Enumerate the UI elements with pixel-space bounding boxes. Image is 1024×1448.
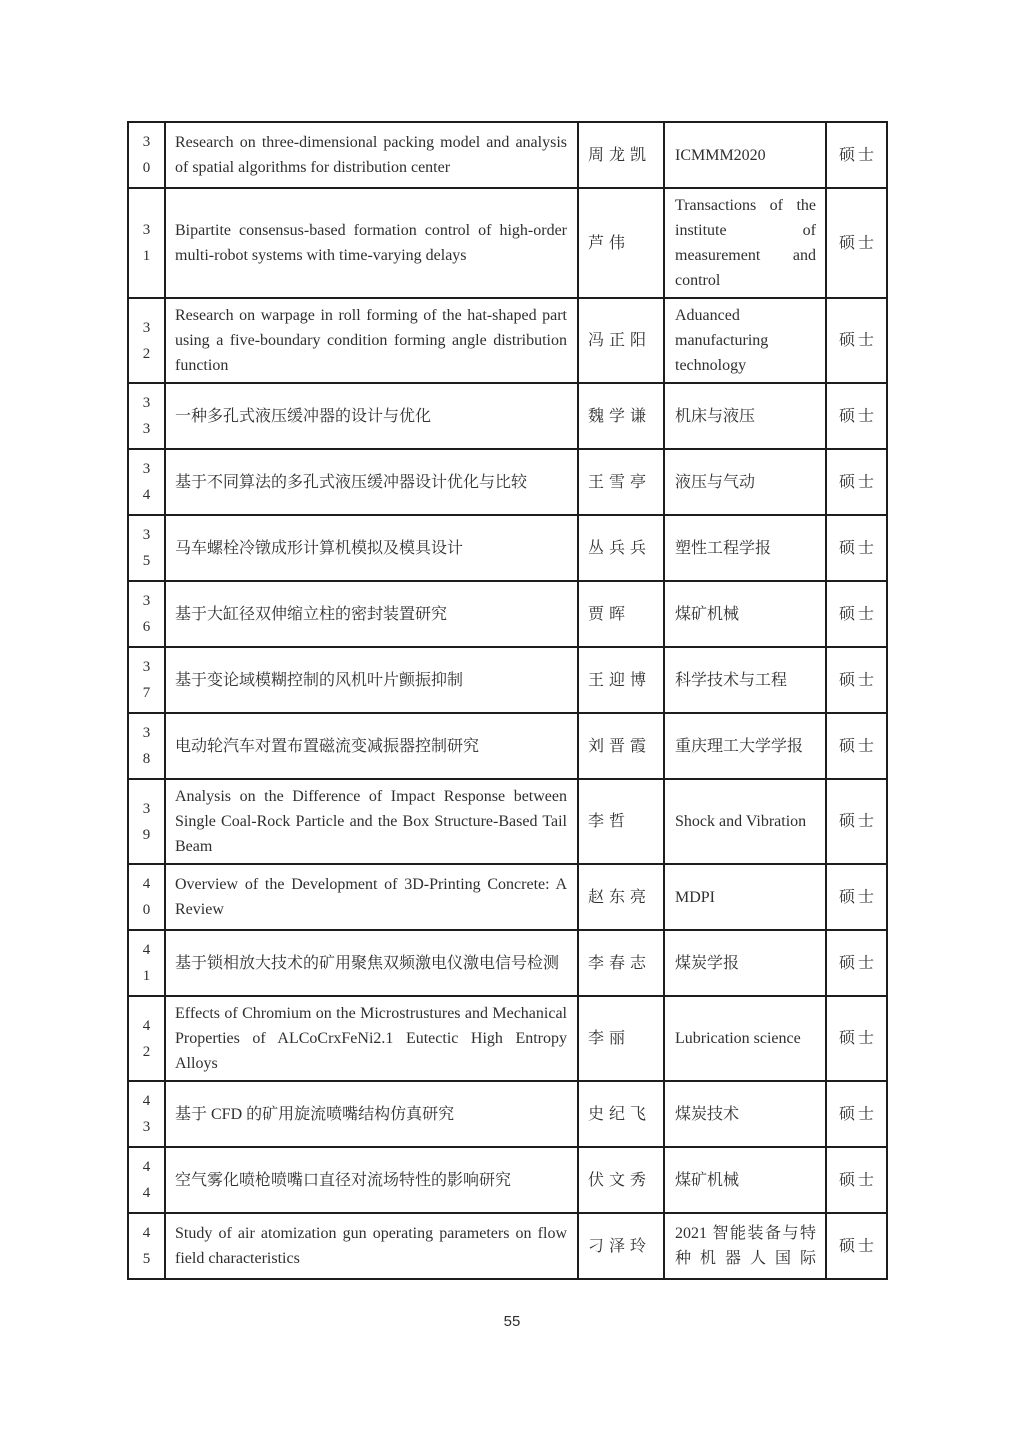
degree-cell: 硕士 [826, 996, 887, 1081]
author-cell: 李丽 [578, 996, 664, 1081]
author-cell: 芦伟 [578, 188, 664, 298]
author-cell: 冯正阳 [578, 298, 664, 383]
journal-cell: 机床与液压 [664, 383, 826, 449]
row-number: 45 [142, 1225, 151, 1267]
degree-cell: 硕士 [826, 449, 887, 515]
title-cell: 马车螺栓冷镦成形计算机模拟及模具设计 [165, 515, 578, 581]
title-cell: Research on warpage in roll forming of the hat-shaped part using a five-boundary condition forming angle distribution function [165, 298, 578, 383]
degree-cell: 硕士 [826, 581, 887, 647]
journal-cell: Shock and Vibration [664, 779, 826, 864]
title-cell: 空气雾化喷枪喷嘴口直径对流场特性的影响研究 [165, 1147, 578, 1213]
author-cell: 李哲 [578, 779, 664, 864]
author-cell: 贾晖 [578, 581, 664, 647]
journal-cell: 2021 智能装备与特种机器人国际 [664, 1213, 826, 1279]
row-number-cell [128, 647, 165, 713]
title-cell: 一种多孔式液压缓冲器的设计与优化 [165, 383, 578, 449]
degree-cell: 硕士 [826, 122, 887, 188]
author-cell: 王迎博 [578, 647, 664, 713]
row-number: 30 [142, 134, 151, 176]
journal-cell: MDPI [664, 864, 826, 930]
row-number: 41 [142, 942, 151, 984]
row-number-cell [128, 713, 165, 779]
degree-cell: 硕士 [826, 930, 887, 996]
row-number: 31 [142, 222, 151, 264]
row-number: 42 [142, 1017, 151, 1060]
degree-cell: 硕士 [826, 1147, 887, 1213]
journal-cell: Lubrication science [664, 996, 826, 1081]
degree-cell: 硕士 [826, 188, 887, 298]
title-cell: Research on three-dimensional packing model and analysis of spatial algorithms for distribution center [165, 122, 578, 188]
journal-cell: 塑性工程学报 [664, 515, 826, 581]
row-number: 39 [142, 800, 151, 843]
row-number-cell [128, 1213, 165, 1279]
degree-cell: 硕士 [826, 298, 887, 383]
table-row [128, 647, 887, 713]
table-row [128, 383, 887, 449]
table-row [128, 930, 887, 996]
table-row [128, 515, 887, 581]
degree-cell: 硕士 [826, 713, 887, 779]
author-cell: 刘晋霞 [578, 713, 664, 779]
author-cell: 刁泽玲 [578, 1213, 664, 1279]
degree-cell: 硕士 [826, 864, 887, 930]
row-number-cell [128, 1081, 165, 1147]
title-cell: Overview of the Development of 3D-Printing Concrete: A Review [165, 864, 578, 930]
table-row [128, 779, 887, 864]
table-row [128, 1081, 887, 1147]
journal-cell: 煤炭学报 [664, 930, 826, 996]
table-row [128, 996, 887, 1081]
author-cell: 赵东亮 [578, 864, 664, 930]
title-cell: Effects of Chromium on the Microstrustures and Mechanical Properties of ALCoCrxFeNi2.1 Eutectic High Entropy Alloys [165, 996, 578, 1081]
author-cell: 王雪亭 [578, 449, 664, 515]
row-number-cell [128, 449, 165, 515]
journal-cell: 重庆理工大学学报 [664, 713, 826, 779]
title-cell: 基于锁相放大技术的矿用聚焦双频激电仪激电信号检测 [165, 930, 578, 996]
journal-cell: 液压与气动 [664, 449, 826, 515]
journal-cell: Transactions of the institute of measurement and control [664, 188, 826, 298]
journal-cell: ICMMM2020 [664, 122, 826, 188]
author-cell: 伏文秀 [578, 1147, 664, 1213]
title-cell: Analysis on the Difference of Impact Response between Single Coal-Rock Particle and the Box Structure-Based Tail Beam [165, 779, 578, 864]
table-row [128, 188, 887, 298]
row-number-cell [128, 298, 165, 383]
table-row [128, 1147, 887, 1213]
row-number-cell [128, 383, 165, 449]
author-cell: 史纪飞 [578, 1081, 664, 1147]
degree-cell: 硕士 [826, 647, 887, 713]
row-number-cell [128, 996, 165, 1081]
row-number: 33 [142, 395, 151, 437]
row-number-cell [128, 779, 165, 864]
title-cell: Bipartite consensus-based formation control of high-order multi-robot systems with time-varying delays [165, 188, 578, 298]
table-row [128, 1213, 887, 1279]
row-number: 32 [142, 319, 151, 362]
degree-cell: 硕士 [826, 515, 887, 581]
row-number: 34 [142, 461, 151, 503]
journal-cell: 煤炭技术 [664, 1081, 826, 1147]
table-row [128, 581, 887, 647]
title-cell: Study of air atomization gun operating parameters on flow field characteristics [165, 1213, 578, 1279]
degree-cell: 硕士 [826, 779, 887, 864]
degree-cell: 硕士 [826, 1081, 887, 1147]
table-row [128, 298, 887, 383]
author-cell: 李春志 [578, 930, 664, 996]
journal-cell: Aduanced manufacturing technology [664, 298, 826, 383]
row-number: 37 [142, 659, 151, 701]
table-row [128, 449, 887, 515]
table-row [128, 864, 887, 930]
row-number-cell [128, 1147, 165, 1213]
journal-cell: 科学技术与工程 [664, 647, 826, 713]
author-cell: 丛兵兵 [578, 515, 664, 581]
title-cell: 基于变论域模糊控制的风机叶片颤振抑制 [165, 647, 578, 713]
title-cell: 基于大缸径双伸缩立柱的密封装置研究 [165, 581, 578, 647]
title-cell: 基于 CFD 的矿用旋流喷嘴结构仿真研究 [165, 1081, 578, 1147]
degree-cell: 硕士 [826, 1213, 887, 1279]
row-number: 40 [142, 876, 151, 918]
row-number-cell [128, 581, 165, 647]
row-number-cell [128, 930, 165, 996]
author-cell: 周龙凯 [578, 122, 664, 188]
journal-cell: 煤矿机械 [664, 581, 826, 647]
journal-cell: 煤矿机械 [664, 1147, 826, 1213]
row-number-cell [128, 188, 165, 298]
table-row [128, 122, 887, 188]
author-cell: 魏学谦 [578, 383, 664, 449]
row-number-cell [128, 515, 165, 581]
row-number-cell [128, 122, 165, 188]
title-cell: 基于不同算法的多孔式液压缓冲器设计优化与比较 [165, 449, 578, 515]
row-number-cell [128, 864, 165, 930]
page-number: 55 [503, 1313, 521, 1330]
row-number: 38 [142, 725, 151, 767]
title-cell: 电动轮汽车对置布置磁流变减振器控制研究 [165, 713, 578, 779]
row-number: 36 [142, 593, 151, 635]
row-number: 44 [142, 1159, 151, 1201]
publications-table [127, 121, 888, 1280]
table-row [128, 713, 887, 779]
row-number: 35 [142, 527, 151, 569]
row-number: 43 [142, 1093, 151, 1135]
degree-cell: 硕士 [826, 383, 887, 449]
